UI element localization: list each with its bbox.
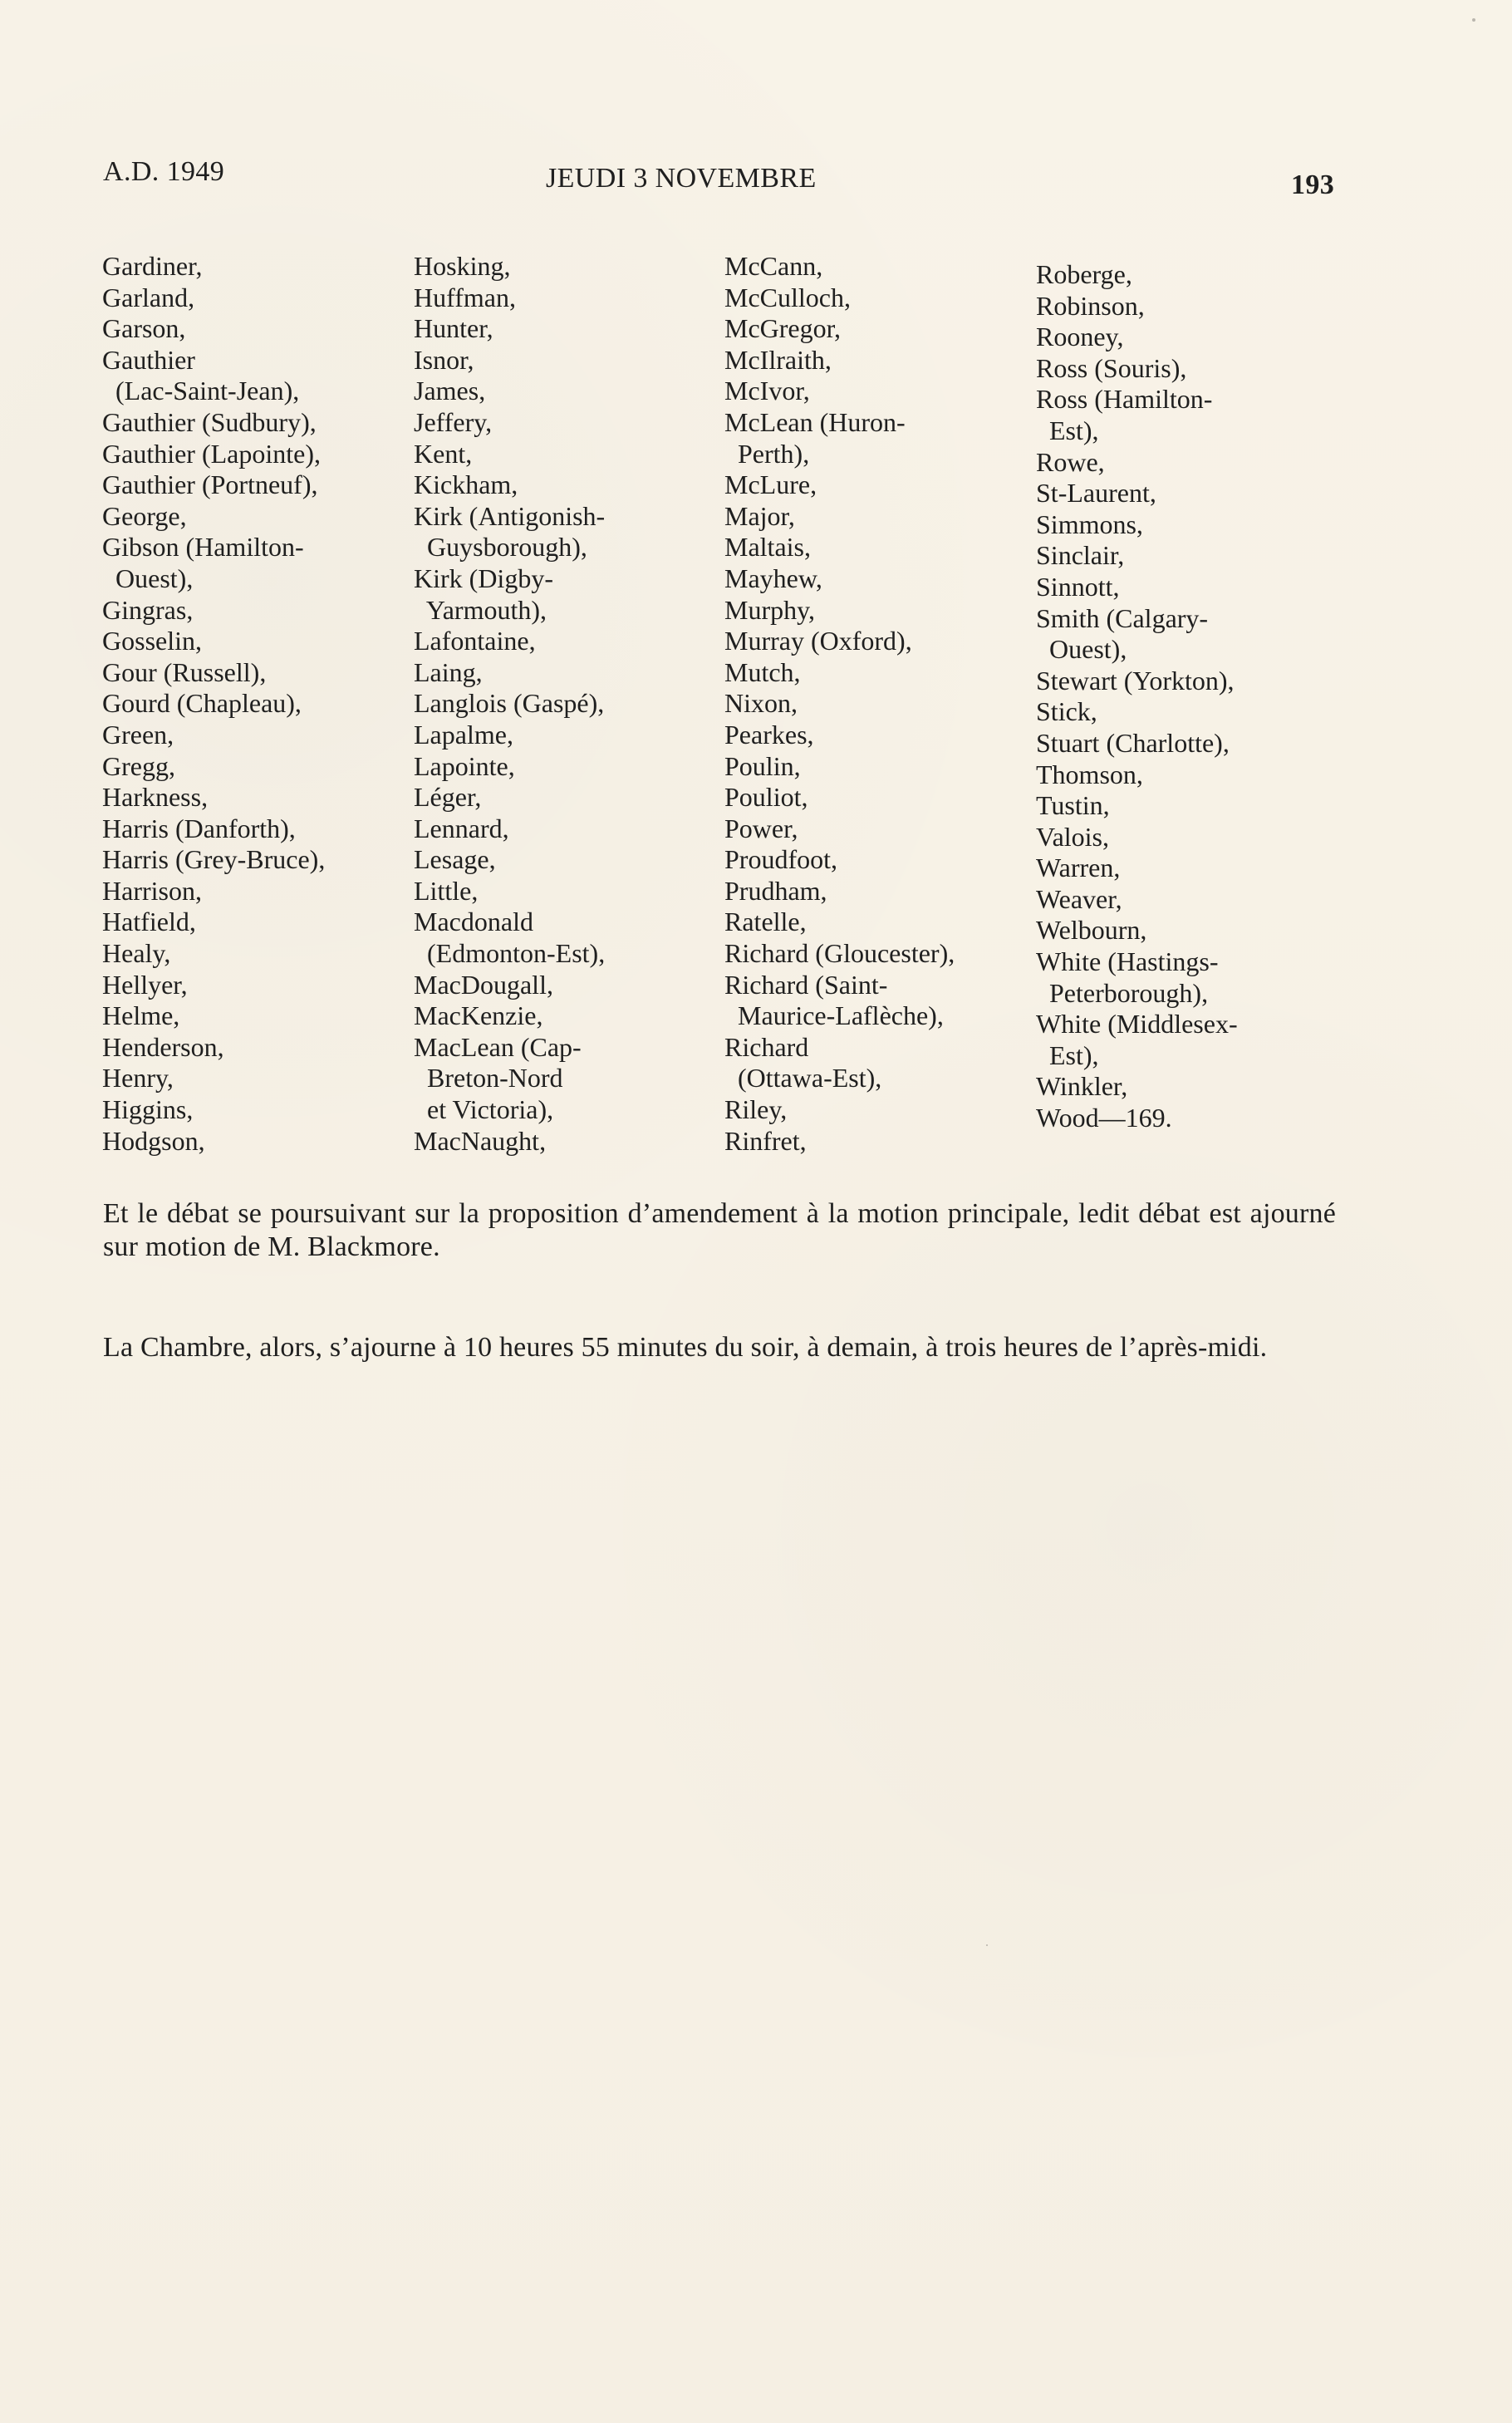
list-item: MacKenzie, bbox=[414, 1000, 543, 1031]
list-item: George, bbox=[102, 500, 187, 531]
list-item: MacDougall, bbox=[414, 969, 553, 1000]
list-item: Mayhew, bbox=[724, 563, 822, 593]
list-item: Roberge, bbox=[1036, 259, 1132, 289]
list-item: Hosking, bbox=[414, 251, 511, 281]
list-item: Kickham, bbox=[414, 469, 518, 500]
list-item: Gour (Russell), bbox=[102, 656, 267, 687]
list-item: Stewart (Yorkton), bbox=[1036, 665, 1235, 695]
list-item: Hodgson, bbox=[102, 1125, 205, 1156]
list-item: Henry, bbox=[102, 1063, 174, 1094]
list-item: Rinfret, bbox=[724, 1125, 807, 1156]
list-item: McLean (Huron- bbox=[724, 406, 906, 437]
list-item: Murray (Oxford), bbox=[724, 626, 912, 656]
list-item: Prudham, bbox=[724, 875, 827, 906]
column-2 bbox=[414, 251, 738, 1157]
list-item: Gingras, bbox=[102, 594, 194, 625]
list-item: Kirk (Digby- bbox=[414, 563, 553, 593]
list-item: White (Hastings- bbox=[1036, 946, 1219, 977]
column-4 bbox=[1036, 259, 1360, 1134]
list-item: Smith (Calgary- bbox=[1036, 602, 1209, 633]
list-item: Jeffery, bbox=[414, 406, 493, 437]
header-date: JEUDI 3 NOVEMBRE bbox=[546, 163, 817, 194]
list-item: James, bbox=[414, 376, 486, 406]
list-item: Lapalme, bbox=[414, 719, 513, 750]
list-item: Lennard, bbox=[414, 813, 509, 843]
list-item: Ross (Hamilton- bbox=[1036, 384, 1213, 415]
list-item: Laing, bbox=[414, 656, 483, 687]
list-item: Harris (Grey-Bruce), bbox=[102, 844, 326, 875]
list-item: Kent, bbox=[414, 438, 473, 469]
list-item: Gregg, bbox=[102, 750, 175, 781]
list-item: Harkness, bbox=[102, 782, 209, 813]
list-item: Rowe, bbox=[1036, 446, 1105, 477]
list-item: Nixon, bbox=[724, 688, 798, 719]
list-item: Ouest), bbox=[1036, 634, 1127, 665]
list-item: Maurice-Laflèche), bbox=[724, 1000, 944, 1031]
list-item: Poulin, bbox=[724, 750, 801, 781]
list-item: Ross (Souris), bbox=[1036, 352, 1187, 383]
list-item: Simmons, bbox=[1036, 509, 1143, 539]
list-item: Peterborough), bbox=[1036, 977, 1209, 1008]
list-item: Valois, bbox=[1036, 821, 1109, 852]
list-item: Sinclair, bbox=[1036, 540, 1125, 571]
list-item: Gosselin, bbox=[102, 626, 202, 656]
list-item: Welbourn, bbox=[1036, 915, 1147, 946]
list-item: Rooney, bbox=[1036, 322, 1124, 352]
list-item: Richard (Saint- bbox=[724, 969, 888, 1000]
list-item: Harris (Danforth), bbox=[102, 813, 296, 843]
list-item: Murphy, bbox=[724, 594, 816, 625]
list-item: Harrison, bbox=[102, 875, 202, 906]
list-item: Robinson, bbox=[1036, 290, 1145, 321]
list-item: (Lac-Saint-Jean), bbox=[102, 376, 300, 406]
list-item: Ouest), bbox=[102, 563, 194, 593]
list-item: Breton-Nord bbox=[414, 1063, 563, 1094]
list-item: Weaver, bbox=[1036, 883, 1122, 914]
list-item: McCann, bbox=[724, 251, 823, 281]
list-item: Tustin, bbox=[1036, 790, 1110, 821]
list-item: Gauthier (Lapointe), bbox=[102, 438, 321, 469]
list-item: Henderson, bbox=[102, 1031, 224, 1062]
list-item: et Victoria), bbox=[414, 1094, 554, 1125]
list-item: Macdonald bbox=[414, 907, 533, 937]
list-item: Gauthier (Portneuf), bbox=[102, 469, 318, 500]
list-item: Est), bbox=[1036, 1039, 1099, 1070]
list-item: Richard (Gloucester), bbox=[724, 938, 955, 969]
list-item: Gourd (Chapleau), bbox=[102, 688, 302, 719]
list-item: Power, bbox=[724, 813, 798, 843]
list-item: McIvor, bbox=[724, 376, 810, 406]
list-item: MacLean (Cap- bbox=[414, 1031, 582, 1062]
list-item: Léger, bbox=[414, 782, 482, 813]
list-item: McCulloch, bbox=[724, 282, 851, 312]
list-item: Higgins, bbox=[102, 1094, 194, 1125]
list-item: Little, bbox=[414, 875, 479, 906]
list-item: Sinnott, bbox=[1036, 571, 1120, 602]
list-item: Garland, bbox=[102, 282, 195, 312]
list-item: Gauthier (Sudbury), bbox=[102, 406, 317, 437]
list-item: Gibson (Hamilton- bbox=[102, 532, 304, 563]
list-item: Gauthier bbox=[102, 344, 195, 375]
list-item: Winkler, bbox=[1036, 1071, 1128, 1102]
list-item: McGregor, bbox=[724, 313, 841, 344]
list-item: Maltais, bbox=[724, 532, 811, 563]
list-item: Pouliot, bbox=[724, 782, 808, 813]
list-item: Pearkes, bbox=[724, 719, 814, 750]
column-3 bbox=[724, 251, 1048, 1157]
list-item: Gardiner, bbox=[102, 251, 203, 281]
list-item: Lafontaine, bbox=[414, 626, 536, 656]
speck-mark bbox=[1472, 18, 1475, 22]
list-item: Garson, bbox=[102, 313, 186, 344]
list-item: Hunter, bbox=[414, 313, 493, 344]
list-item: McLure, bbox=[724, 469, 817, 500]
list-item: Perth), bbox=[724, 438, 810, 469]
list-item: Proudfoot, bbox=[724, 844, 837, 875]
list-item: Wood—169. bbox=[1036, 1103, 1172, 1133]
list-item: Healy, bbox=[102, 938, 171, 969]
paragraph-debate: Et le débat se poursuivant sur la proposition d’amendement à la motion principale, ledit débat est ajourné sur motion de M. Blackmore. bbox=[103, 1198, 1336, 1262]
list-item: Guysborough), bbox=[414, 532, 587, 563]
list-item: Isnor, bbox=[414, 344, 474, 375]
list-item: Kirk (Antigonish- bbox=[414, 500, 606, 531]
list-item: Stick, bbox=[1036, 696, 1097, 727]
list-item: Green, bbox=[102, 719, 174, 750]
list-item: Lesage, bbox=[414, 844, 496, 875]
list-item: (Ottawa-Est), bbox=[724, 1063, 882, 1094]
header-year: A.D. 1949 bbox=[103, 156, 225, 187]
list-item: McIlraith, bbox=[724, 344, 832, 375]
list-item: Lapointe, bbox=[414, 750, 515, 781]
page-number: 193 bbox=[1291, 170, 1335, 200]
list-item: Riley, bbox=[724, 1094, 788, 1125]
speck-mark bbox=[986, 1944, 988, 1946]
list-item: Yarmouth), bbox=[414, 594, 547, 625]
list-item: Stuart (Charlotte), bbox=[1036, 727, 1230, 758]
paragraph-adjournment: La Chambre, alors, s’ajourne à 10 heures 55 minutes du soir, à demain, à trois heures de l’après-midi. bbox=[103, 1332, 1268, 1363]
list-item: Ratelle, bbox=[724, 907, 807, 937]
list-item: Thomson, bbox=[1036, 759, 1143, 789]
list-item: (Edmonton-Est), bbox=[414, 938, 606, 969]
list-item: Est), bbox=[1036, 415, 1099, 445]
list-item: Helme, bbox=[102, 1000, 180, 1031]
list-item: Warren, bbox=[1036, 853, 1121, 883]
list-item: MacNaught, bbox=[414, 1125, 547, 1156]
list-item: Major, bbox=[724, 500, 795, 531]
column-1 bbox=[102, 251, 426, 1157]
list-item: Richard bbox=[724, 1031, 809, 1062]
list-item: St-Laurent, bbox=[1036, 478, 1156, 509]
list-item: Langlois (Gaspé), bbox=[414, 688, 605, 719]
list-item: White (Middlesex- bbox=[1036, 1009, 1238, 1039]
list-item: Huffman, bbox=[414, 282, 516, 312]
list-item: Hatfield, bbox=[102, 907, 196, 937]
list-item: Mutch, bbox=[724, 656, 801, 687]
list-item: Hellyer, bbox=[102, 969, 188, 1000]
